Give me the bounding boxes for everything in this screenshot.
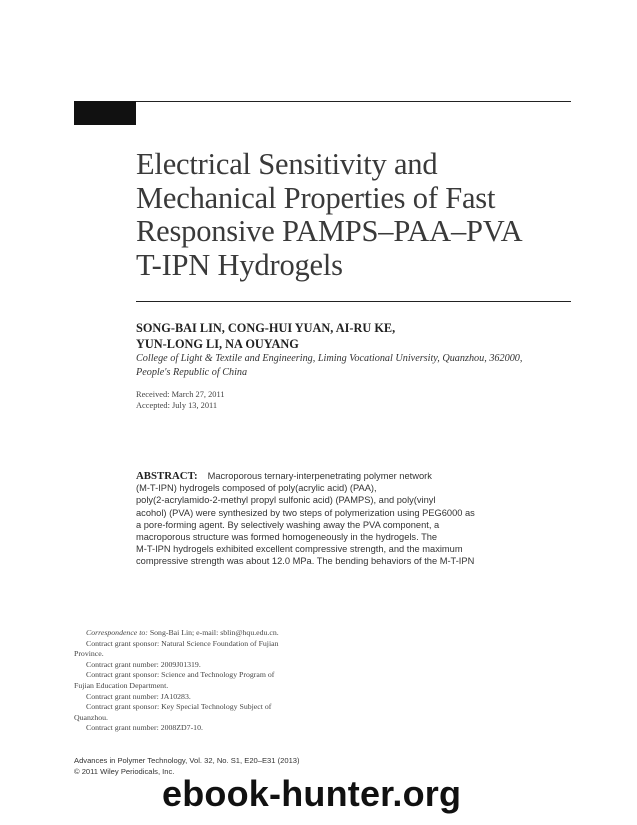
affiliation-line: College of Light & Textile and Engineering, Liming Vocational University, Quanzhou, 362000,: [136, 353, 523, 364]
watermark: ebook-hunter.org: [162, 773, 462, 814]
article-title: [136, 148, 576, 282]
grant-sponsor-note: [74, 639, 314, 650]
author-line: SONG-BAI LIN, CONG-HUI YUAN, AI-RU KE,: [136, 321, 396, 335]
grant-sponsor-text: Contract grant sponsor: Science and Technology Program of: [86, 670, 275, 680]
grant-number-note: Contract grant number: JA10283.: [86, 691, 191, 701]
abstract-line: compressive strength was about 12.0 MPa. The bending behaviors of the M-T-IPN: [136, 556, 475, 567]
article-dates: [136, 389, 225, 411]
abstract-line: M-T-IPN hydrogels exhibited excellent compressive strength, and the maximum: [136, 544, 463, 555]
grant-sponsor-cont: Fujian Education Department.: [74, 680, 169, 690]
abstract-line: (M-T-IPN) hydrogels composed of poly(acrylic acid) (PAA),: [136, 483, 377, 494]
title-rule: [136, 301, 571, 302]
grant-sponsor-note: [74, 702, 314, 713]
journal-copyright: © 2011 Wiley Periodicals, Inc.: [74, 766, 175, 776]
affiliation: [136, 352, 576, 380]
abstract-line: [136, 470, 576, 482]
abstract-label: ABSTRACT:: [136, 470, 198, 482]
correspondence-label: Correspondence to:: [86, 628, 148, 637]
title-line: Responsive PAMPS–PAA–PVA: [136, 214, 523, 248]
grant-sponsor-note: [74, 670, 314, 681]
abstract-line: poly(2-acrylamido-2-methyl propyl sulfonic acid) (PAMPS), and poly(vinyl: [136, 495, 436, 506]
received-date: Received: March 27, 2011: [136, 390, 225, 399]
section-marker-block: [74, 101, 136, 125]
grant-sponsor-text: Contract grant sponsor: Natural Science Foundation of Fujian: [86, 638, 279, 648]
title-line: Electrical Sensitivity and: [136, 147, 438, 181]
grant-sponsor-cont: Province.: [74, 649, 104, 659]
affiliation-line: People's Republic of China: [136, 367, 248, 378]
title-line: Mechanical Properties of Fast: [136, 180, 496, 215]
journal-citation: Advances in Polymer Technology, Vol. 32, No. S1, E20–E31 (2013): [74, 756, 300, 765]
abstract-line: a pore-forming agent. By selectively washing away the PVA component, a: [136, 519, 440, 530]
top-rule: [74, 101, 571, 102]
abstract-line: macroporous structure was formed homogeneously in the hydrogels. The: [136, 532, 438, 543]
grant-number-note: Contract grant number: 2009J01319.: [86, 659, 201, 669]
author-list: [136, 320, 395, 352]
title-line: T-IPN Hydrogels: [136, 247, 343, 282]
accepted-date: Accepted: July 13, 2011: [136, 401, 218, 410]
correspondence-text: Song-Bai Lin; e-mail: sblin@hqu.edu.cn.: [149, 628, 279, 637]
grant-sponsor-text: Contract grant sponsor: Key Special Technology Subject of: [86, 702, 272, 712]
grant-sponsor-cont: Quanzhou.: [74, 712, 108, 722]
correspondence-note: [74, 628, 314, 639]
grant-number-note: Contract grant number: 2008ZD7-10.: [86, 723, 203, 733]
abstract-line: acohol) (PVA) were synthesized by two steps of polymerization using PEG6000 as: [136, 507, 475, 518]
abstract: [136, 470, 576, 568]
footnotes: [74, 628, 314, 734]
abstract-text: Macroporous ternary-interpenetrating polymer network: [207, 471, 432, 481]
author-line: YUN-LONG LI, NA OUYANG: [136, 337, 299, 351]
